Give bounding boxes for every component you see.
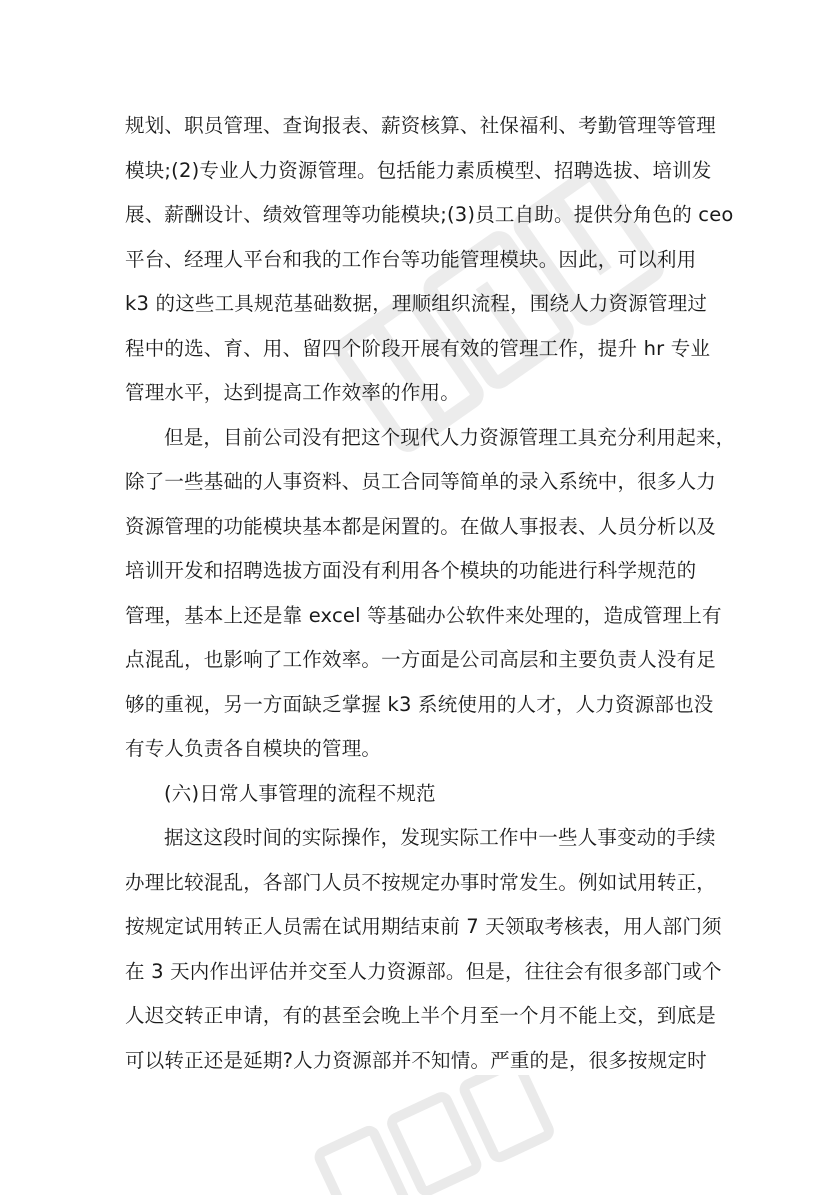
text-line: 人迟交转正申请，有的甚至会晚上半个月至一个月不能上交，到底是 [125,1004,717,1027]
text-line: 按规定试用转正人员需在试用期结束前 7 天领取考核表，用人部门须 [125,915,722,938]
text-line: 点混乱，也影响了工作效率。一方面是公司高层和主要负责人没有足 [125,648,717,671]
text-line: 有专人负责各自模块的管理。 [125,737,382,760]
text-line: k3 的这些工具规范基础数据，理顺组织流程，围绕人力资源管理过 [125,292,708,315]
paragraph [125,772,715,817]
text-line: 程中的选、育、用、留四个阶段开展有效的管理工作，提升 hr 专业 [125,336,711,360]
text-line: 培训开发和招聘选拔方面没有利用各个模块的功能进行科学规范的 [125,559,697,582]
text-line: 资源管理的功能模块基本都是闲置的。在做人事报表、人员分析以及 [125,514,717,538]
document-body [125,104,736,1083]
text-line: 办理比较混乱，各部门人员不按规定办事时常发生。例如试用转正， [125,870,717,894]
text-line: 展、薪酬设计、绩效管理等功能模块;(3)员工自助。提供分角色的 ceo [125,203,734,226]
text-line: 模块;(2)专业人力资源管理。包括能力素质模型、招聘选拔、培训发 [125,158,712,182]
text-line: 管理水平，达到提高工作效率的作用。 [125,381,460,404]
text-line: 除了一些基础的人事资料、员工合同等简单的录入系统中，很多人力 [125,470,717,493]
text-line: 在 3 天内作出评估并交至人力资源部。但是，往往会有很多部门或个 [125,959,722,983]
text-line: 据这这段时间的实际操作，发现实际工作中一些人事变动的手续 [164,826,716,849]
bottom-watermark-graphic [300,1075,560,1195]
paragraph [125,816,722,1083]
text-line: (六)日常人事管理的流程不规范 [164,781,436,805]
text-line: 可以转正还是延期?人力资源部并不知情。严重的是，很多按规定时 [125,1048,707,1072]
text-line: 但是，目前公司没有把这个现代人力资源管理工具充分利用起来， [164,425,736,449]
text-line: 管理，基本上还是靠 excel 等基础办公软件来处理的，造成管理上有 [125,603,722,627]
paragraph [125,104,734,416]
text-line: 规划、职员管理、查询报表、薪资核算、社保福利、考勤管理等管理 [125,114,717,137]
text-line: 够的重视，另一方面缺乏掌握 k3 系统使用的人才，人力资源部也没 [125,692,714,716]
text-line: 平台、经理人平台和我的工作台等功能管理模块。因此，可以利用 [125,247,697,271]
paragraph [125,416,736,772]
